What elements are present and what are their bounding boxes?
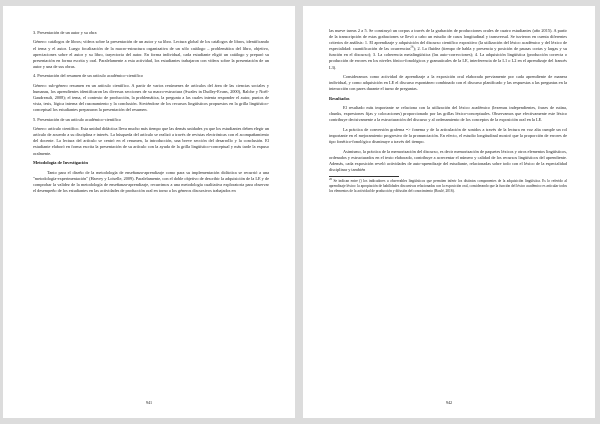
footnote-text: Se indican entre () los indicadores u observables lingüísticos que permiten inferir los distintos componentes de la adquisición lingüística. Es lo referido al aprendizaje léxico: la apropiación de habilidades discursivas relacionadas con la exposición oral, considerando que la función del léxico académico es articular todos los elementos de la actividad de producción y difusión del conocimiento (Roulé, 2016). xyxy=(329,179,567,193)
section-5-title: 5. Presentación de un artículo académico-científico xyxy=(33,116,122,122)
right-page-body xyxy=(329,28,567,193)
results-paragraph-1: El resultado más importante se relaciona con la utilización del léxico académico (lexemas independientes, frases de rutina, chunks, expresiones fijas y colocaciones) proporcionado por las grillas léxico-conceptuales. Observamos que efectivamente este léxico contribuye decisivamente a la estructuración del discurso y al ordenamiento de los conceptos de la exposición oral en la LE. xyxy=(329,105,567,123)
methodology-text: Tanto para el diseño de la metodología de enseñanza-aprendizaje como para su implementación didáctica se recurrió a una "metodología-experimentación" (Harvey y Loiselle, 2009). Paralelamente, con el doble objetivo de describir la adquisición de la LE y de comprobar la validez de la metodología de enseñanza-aprendizaje, recurrimos a una metodología cualitativa exploratoria para observar el desempeño de los estudiantes en las actividades de producción oral en torno a los géneros discursivos trabajados en xyxy=(33,169,269,193)
left-page xyxy=(3,6,295,418)
methodology-heading: Metodología de Investigación xyxy=(33,160,88,166)
results-paragraph-3: Asimismo, la práctica de la memorización del discurso, es decir memorización de paquetes léxicos y otros elementos lingüísticos, ordenados y estructurados en el texto elaborado, contribuye a acrecentar el número y calidad de los recursos lingüísticos del aprendiente. Además, cada exposición reveló actividades de auto-aprendizaje del estudiante, relacionadas sobre todo con el léxico de la especialidad disciplinar y también xyxy=(329,148,567,172)
footnote-reference: 26 xyxy=(410,44,414,49)
section-3-title: 3. Presentación de un autor y su obra xyxy=(33,30,97,35)
corpus-text: las nueve tareas 2 a 5. Se construyó un corpus a través de la grabación de producciones orales de cuatro estudiantes (año 2015). A partir de la transcripción de estas grabaciones se llevó a cabo un estudio de casos longitudinal y transversal. Se tuvieron en cuenta diferentes criterios de análisis: 1. El aprendizaje y adquisición del discurso científico expositivo (la utilización del léxico académico y del léxico de especialidad: cuantificación de las ocurrencias xyxy=(329,28,567,52)
section-5-text: Género: artículo científico. Esta unidad didáctica lleva mucho más tiempo que las demás unidades ya que los estudiantes deben elegir un artículo de acuerdo a su disciplina e interés. La búsqueda del artículo se realizó a través de revistas electrónicas con el acompañamiento del docente. La lectura del artículo se centró en el resumen, la introducción, una breve sección del desarrollo y la conclusión. El estudiante elaboró en forma escrita la presentación de su artículo con la ayuda de la grilla lingüístico-conceptual y más tarde la expuso oralmente. xyxy=(33,126,269,156)
footnote-divider xyxy=(329,176,399,177)
results-paragraph-2: La práctica de conversión grafema => fonema y de la articulación de sonidos a través de la lectura en voz alta cumple un rol importante en el mejoramiento progresivo de la pronunciación. En efecto, el estudio longitudinal mostró que la proporción de errores de tipo fonético-fonológico disminuye a través del tiempo. xyxy=(329,126,567,145)
left-page-body xyxy=(33,30,269,197)
right-page xyxy=(303,6,595,418)
section-4-title: 4. Presentación del resumen de un artículo académico-científico xyxy=(33,73,144,79)
page-number-left: 941 xyxy=(145,400,153,405)
corpus-paragraph xyxy=(329,28,567,71)
results-heading: Resultados xyxy=(329,95,350,101)
footnote-marker: 26 xyxy=(329,177,332,182)
corpus-text-cont: ); 2. La fluidez (tiempo de habla y presencia y posición de pausas cortas y largas y su función en el discurso); 3. La coherencia metalingüística (las auto-correcciones); 4. La adquisición lingüística (producción correcta o producción de errores en los niveles fónico-fonológicos y gramaticales de la LE, interferencia de la L1 o L2 en el aprendizaje del francés L3). xyxy=(329,46,567,70)
considered-paragraph: Consideramos como actividad de aprendizaje a la exposición oral elaborada previamente por cada aprendiente de manera individual, y como adquisición en LE el discurso espontáneo combinado con el discurso planificado y las respuestas a las preguntas en la interacción con pares durante el turno de preguntas. xyxy=(329,74,567,92)
section-3-text: Género: catálogos de libros; vídeos sobre la presentación de un autor y su libro. Lectura global de los catálogos de libros, identificando el tema y el autor. Luego focalización de la macro-estructura organizativa de un sólo catálogo – problemática del libro, objetivo, apreciaciones sobre el autor y su libro, trayectoria del autor. En forma individual, cada estudiante eligió un catálogo y preparó su presentación en forma escrita y oral. Paralelamente a esta actividad, los estudiantes trabajaron con vídeos sobre la presentación de un autor y una de sus obras. xyxy=(33,39,269,69)
section-4-text: Género: sub-género resumen en un artículo científico. A partir de varios resúmenes de artículos del área de las ciencias sociales y humanas, los aprendientes identificaron las diversas secciones de su macro-estructura (Swales in Dudley-Evans, 2000), Ralche y Noël-Gaudreault, 2008); el tema, el contexto de producción, la problemática, la pregunta a las cuales intenta responder el autor, puntos de vista, tesis, lógica interna del razonamiento y la conclusión. Sirviéndose de los recursos lingüísticos propuestos en la grilla lingüístico-conceptual los estudiantes prepararon la presentación del resumen. xyxy=(33,82,269,113)
page-number-right: 942 xyxy=(445,400,453,405)
footnote xyxy=(329,179,567,193)
